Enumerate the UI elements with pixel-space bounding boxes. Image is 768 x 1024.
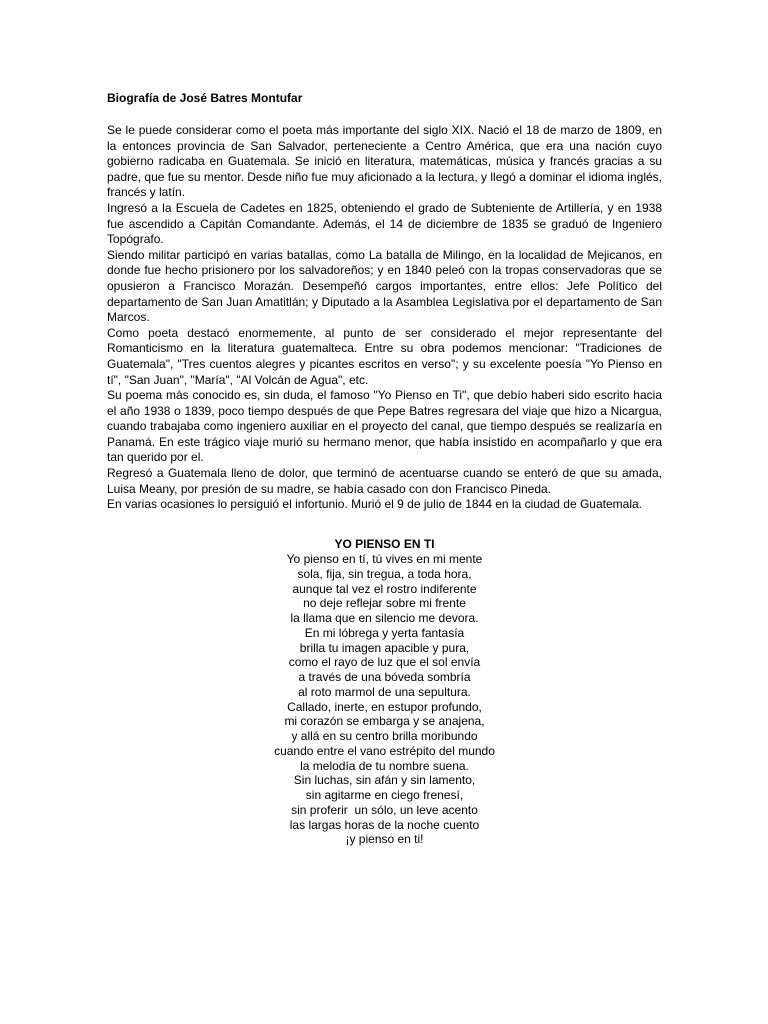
poem-text: [107, 552, 662, 847]
poem-line: al roto marmol de una sepultura.: [298, 684, 471, 699]
poem-line: Yo pienso en tí, tú vives en mi mente: [286, 552, 483, 566]
poem-line: las largas horas de la noche cuento: [289, 817, 480, 832]
poem-line: sin proferir un sólo, un leve acento: [291, 802, 478, 817]
poem-line: sola, fija, sin tregua, a toda hora,: [297, 566, 472, 581]
poem-line: la llama que en silencio me devora.: [290, 611, 479, 625]
poem-line: aunque tal vez el rostro indiferente: [292, 581, 477, 596]
poem-line: a través de una bóveda sombría: [298, 670, 471, 684]
poem-line: y allá en su centro brilla moribundo: [291, 729, 478, 743]
bio-paragraph-poet: Como poeta destacó enormemente, al punto de ser considerado el mejor representante del Romanticismo en la literatura guatemalteca. Entre su obra podemos mencionar: "Tradiciones de Guatemala", "Tres cuentos alegres y picantes escritos en verso"; y su excelente poesía "Yo Pienso en tí", "San Juan", "María", "Al Volcán de Agua", etc.: [107, 325, 662, 387]
poem-line: no deje reflejar sobre mi frente: [303, 596, 466, 611]
poem-line: Sin luchas, sin afán y sin lamento,: [293, 773, 476, 788]
bio-paragraph-famous-poem: Su poema más conocido es, sin duda, el famoso "Yo Pienso en Ti", que debío haberi sido escrito hacia el año 1938 o 1839, poco tiempo después de que Pepe Batres regresara del viaje que hizo a Nicargua, cuando trabajaba como ingeniero auxiliar en el proyecto del canal, que tiempo después se realizaría en Panamá. En este trágico viaje murió su hermano menor, que había insistido en acompañarlo y que era tan querido por el.: [107, 388, 662, 465]
bio-paragraph-birth: Se le puede considerar como el poeta más importante del siglo XIX. Nació el 18 de marzo de 1809, en la entonces provincia de San Salvador, perteneciente a Centro América, que era una nación cuyo gobierno radicaba en Guatemala. Se inició en literatura, matemáticas, música y francés gracias a su padre, que fue su mentor. Desde niño fue muy aficionado a la lectura, y llegó a dominar el idioma inglés, francés y latín.: [107, 123, 662, 200]
poem-line: Callado, inerte, en estupor profundo,: [287, 699, 482, 714]
poem-line: como el rayo de luz que el sol envía: [288, 655, 481, 670]
bio-paragraph-return: Regresó a Guatemala lleno de dolor, que terminó de acentuarse cuando se enteró de que su amada, Luisa Meany, por presión de su madre, se había casado con don Francisco Pineda.: [107, 466, 662, 496]
bio-paragraph-death: En varias ocasiones lo persiguió el infortunio. Murió el 9 de julio de 1844 en la ciudad de Guatemala.: [107, 497, 642, 512]
poem-line: brilla tu imagen apacible y pura,: [299, 640, 470, 655]
poem-line: la melodía de tu nombre suena.: [300, 758, 469, 773]
biography-text: [107, 123, 662, 513]
poem-line: sin agitarme en ciego frenesí,: [305, 788, 464, 802]
bio-paragraph-battles: Siendo militar participó en varias batallas, como La batalla de Milingo, en la localidad de Mejicanos, en donde fue hecho prisionero por los salvadoreños; y en 1840 peleó con la tropas conservadoras que se opusieron a Francisco Morazán. Desempeñó cargos importantes, entre ellos: Jefe Político del departamento de San Juan Amatitlán; y Diputado a la Asamblea Legislativa por el departamento de San Marcos.: [107, 247, 662, 325]
poem-line: ¡y pienso en ti!: [345, 832, 424, 847]
poem-line: En mi lóbrega y yerta fantasía: [304, 625, 465, 640]
poem-line: cuando entre el vano estrépito del mundo: [274, 743, 495, 758]
bio-paragraph-military-school: Ingresó a la Escuela de Cadetes en 1825, obteniendo el grado de Subteniente de Artillería, y en 1938 fue ascendido a Capitán Comandante. Además, el 14 de diciembre de 1835 se graduó de Ingeniero Topógrafo.: [107, 200, 662, 247]
poem-title: YO PIENSO EN TI: [334, 537, 435, 551]
document-title: Biografía de José Batres Montufar: [107, 91, 303, 105]
poem-line: mi corazón se embarga y se anajena,: [284, 714, 485, 729]
